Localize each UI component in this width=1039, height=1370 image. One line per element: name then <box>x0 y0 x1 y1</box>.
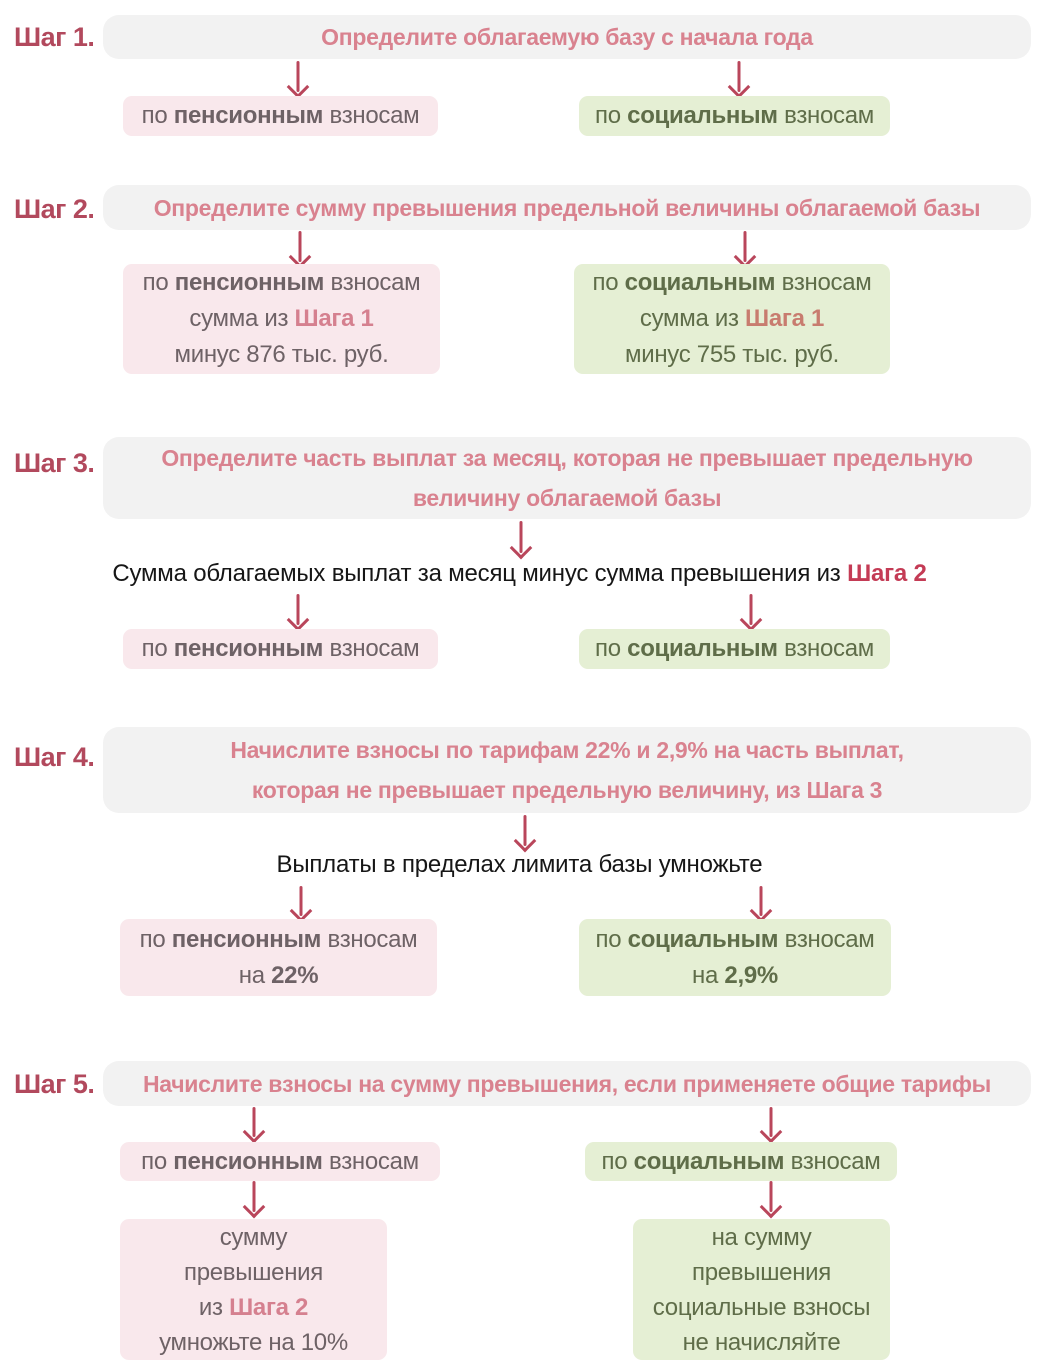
step2-header <box>103 185 1031 230</box>
social-label-post: взносам <box>784 1147 881 1175</box>
arrow-down-icon <box>751 886 771 922</box>
step2-social-box <box>574 264 890 374</box>
arrow-down-icon <box>761 1181 781 1218</box>
step5-label: Шаг 5. <box>14 1069 95 1099</box>
social-label-pre: по <box>601 1147 634 1175</box>
arrow-down-icon <box>288 61 308 98</box>
step4-label: Шаг 4. <box>14 742 95 772</box>
pension-label-pre: по <box>141 102 174 129</box>
arrow-down-icon <box>244 1107 264 1143</box>
result-line: социальные взносы <box>652 1293 871 1321</box>
social-label-bold: социальным <box>633 1147 785 1175</box>
social-label-pre: по <box>595 925 628 953</box>
pension-label-pre: по <box>141 1147 174 1175</box>
pension-label-post: взносам <box>323 635 420 662</box>
step5-social-result-box <box>633 1219 890 1360</box>
step2-pension-box <box>123 264 440 374</box>
social-label-post: взносам <box>777 635 874 662</box>
step1-reference: Шага 1 <box>745 305 825 332</box>
social-label-bold: социальным <box>627 102 778 129</box>
social-label-pre: по <box>595 102 628 129</box>
pension-label-bold: пенсионным <box>173 102 324 129</box>
step4-formula: Выплаты в пределах лимита базы умножьте <box>276 851 763 878</box>
result-line: не начисляйте <box>682 1328 841 1356</box>
pension-label-post: взносам <box>322 1147 419 1175</box>
social-label-pre: по <box>592 269 625 296</box>
pension-label-post: взносам <box>323 102 420 129</box>
social-label-post: взносам <box>777 102 874 129</box>
result-line-pre: из <box>198 1293 230 1321</box>
arrow-down-icon <box>244 1181 264 1218</box>
rate-pre: на <box>692 961 725 989</box>
step5-header <box>103 1061 1031 1106</box>
social-label-bold: социальным <box>627 635 778 662</box>
pension-label-bold: пенсионным <box>173 1147 323 1175</box>
step1-title: Определите облагаемую базу с начала года <box>321 24 813 50</box>
arrow-down-icon <box>741 594 761 631</box>
result-line: превышения <box>184 1258 323 1286</box>
step3-title-line1: Определите часть выплат за месяц, которая не превышает предельную <box>161 445 973 471</box>
result-line: превышения <box>692 1258 831 1286</box>
social-label-post: взносам <box>775 269 872 296</box>
step1-reference: Шага 1 <box>294 305 374 332</box>
result-line: умножьте на 10% <box>159 1328 348 1356</box>
arrow-down-icon <box>511 521 531 559</box>
pension-label-pre: по <box>142 269 175 296</box>
step4-header <box>103 727 1031 813</box>
sum-from-text: сумма из <box>189 305 295 332</box>
step5-title: Начислите взносы на сумму превышения, если применяете общие тарифы <box>142 1070 992 1097</box>
step5-pension-box <box>120 1142 440 1181</box>
pension-label-bold: пенсионным <box>171 925 322 953</box>
step5-pension-result-box <box>120 1219 387 1360</box>
social-minus-text: минус 755 тыс. руб. <box>625 341 839 368</box>
step3-title-line2: величину облагаемой базы <box>412 485 722 511</box>
step4-title-line1: Начислите взносы по тарифам 22% и 2,9% на часть выплат, <box>230 737 904 763</box>
step3-pension-box <box>123 629 438 669</box>
step3-formula <box>0 560 1039 588</box>
pension-label-bold: пенсионным <box>173 635 324 662</box>
step1-social-box <box>579 96 890 136</box>
pension-label-pre: по <box>141 635 174 662</box>
pension-label-pre: по <box>139 925 172 953</box>
arrow-down-icon <box>291 886 311 922</box>
step1-header <box>103 15 1031 59</box>
pension-label-post: взносам <box>321 925 418 953</box>
step4-pension-box <box>120 919 437 996</box>
step5-social-box <box>585 1142 897 1181</box>
arrow-down-icon <box>761 1107 781 1143</box>
step2-label: Шаг 2. <box>14 194 95 224</box>
arrow-down-icon <box>288 594 308 631</box>
formula-text: Сумма облагаемых выплат за месяц минус сумма превышения из <box>112 560 848 587</box>
social-label-bold: социальным <box>624 269 776 296</box>
social-label-bold: социальным <box>627 925 779 953</box>
step4-social-box <box>579 919 891 996</box>
step2-reference: Шага 2 <box>229 1293 309 1321</box>
social-rate-value: 2,9% <box>724 961 778 989</box>
step3-header <box>103 437 1031 519</box>
rate-pre: на <box>238 961 272 989</box>
pension-label-bold: пенсионным <box>174 269 325 296</box>
result-line: сумму <box>219 1223 288 1251</box>
step3-label: Шаг 3. <box>14 448 95 478</box>
step1-label: Шаг 1. <box>14 22 95 52</box>
arrow-down-icon <box>735 231 755 268</box>
step2-title: Определите сумму превышения предельной величины облагаемой базы <box>153 194 981 221</box>
step4-title-line2: которая не превышает предельную величину, из Шага 3 <box>251 777 883 803</box>
arrow-down-icon <box>290 231 310 268</box>
result-line: на сумму <box>711 1223 812 1251</box>
pension-minus-text: минус 876 тыс. руб. <box>174 341 389 368</box>
sum-from-text: сумма из <box>639 305 746 332</box>
pension-label-post: взносам <box>324 269 421 296</box>
step3-social-box <box>579 629 890 669</box>
step2-reference: Шага 2 <box>847 560 927 587</box>
arrow-down-icon <box>515 815 535 852</box>
social-label-pre: по <box>595 635 628 662</box>
arrow-down-icon <box>729 61 749 98</box>
pension-rate-value: 22% <box>271 961 319 989</box>
step1-pension-box <box>123 96 438 136</box>
social-label-post: взносам <box>778 925 875 953</box>
